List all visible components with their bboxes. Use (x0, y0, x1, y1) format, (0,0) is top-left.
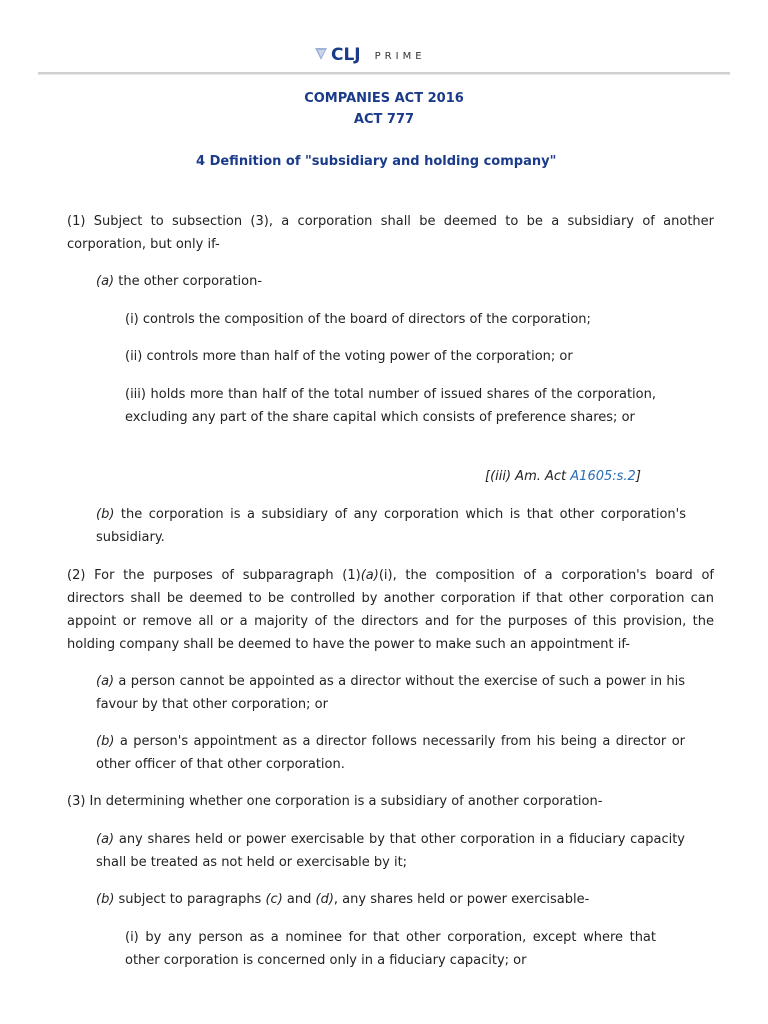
subsection-1: (1) Subject to subsection (3), a corporation shall be deemed to be a subsidiary of another corporation, but only if- (67, 214, 714, 252)
header-divider (38, 72, 730, 74)
subsection-1-a (96, 270, 262, 293)
para-label: (a) (96, 274, 115, 289)
p3b-post: , any shares held or power exercisable- (333, 892, 590, 907)
subsection-1-b (96, 503, 686, 549)
subsection-2-b (96, 730, 685, 776)
amend-prefix: [(iii) Am. Act (485, 469, 571, 484)
p2-a: (a) (360, 568, 379, 583)
para-text: a person cannot be appointed as a director without the exercise of such a power in his favour by that other corporation; or (96, 674, 685, 712)
act-title: COMPANIES ACT 2016 (304, 91, 464, 106)
subsection-1-a-iii: (iii) holds more than half of the total number of issued shares of the corporation, excluding any part of the share capital which consists of preference shares; or (125, 387, 656, 425)
subsection-3-b (96, 888, 589, 911)
para-label: (b) (96, 734, 115, 749)
logo-sub: PRIME (374, 51, 426, 62)
p3b-d: (d) (315, 892, 334, 907)
para-text: any shares held or power exercisable by that other corporation in a fiduciary capacity shall be treated as not held or exercisable by it; (96, 832, 685, 870)
p3b-pre: subject to paragraphs (114, 892, 266, 907)
subsection-3-b-i: (i) by any person as a nominee for that other corporation, except where that other corporation is concerned only in a fiduciary capacity; or (125, 930, 656, 968)
para-text: the corporation is a subsidiary of any corporation which is that other corporation's subsidiary. (96, 507, 686, 545)
para-text: a person's appointment as a director follows necessarily from his being a director or other officer of that other corporation. (96, 734, 685, 772)
subsection-2-a (96, 670, 685, 716)
p3b-c: (c) (265, 892, 283, 907)
para-label: (b) (96, 507, 115, 522)
p2-post: (i), the composition of a corporation's board of directors shall be deemed to be controlled by another corporation if that other corporation can appoint or remove all or a majority of the directors and for the purposes of this provision, the holding company shall be deemed to have the power to make such an appointment if- (67, 568, 715, 652)
amendment-link[interactable]: A1605:s.2 (570, 469, 636, 484)
para-label: (a) (96, 832, 115, 847)
amend-suffix: ] (635, 469, 641, 484)
subsection-1-a-i: (i) controls the composition of the board of directors of the corporation; (125, 312, 591, 327)
para-label: (b) (96, 892, 115, 907)
logo-brand: CLJ (331, 45, 361, 65)
logo-mark-icon (313, 46, 329, 64)
para-text: the other corporation- (114, 274, 263, 289)
para-label: (a) (96, 674, 115, 689)
subsection-1-a-ii: (ii) controls more than half of the voting power of the corporation; or (125, 349, 573, 364)
clj-prime-logo (313, 44, 426, 66)
subsection-2 (67, 564, 714, 656)
page-header (0, 0, 768, 76)
act-number: ACT 777 (353, 112, 415, 127)
p2-pre: (2) For the purposes of subparagraph (1) (67, 568, 361, 583)
p3b-and: and (282, 892, 316, 907)
section-heading: 4 Definition of "subsidiary and holding company" (196, 154, 557, 169)
subsection-3-a (96, 828, 685, 874)
subsection-3: (3) In determining whether one corporation is a subsidiary of another corporation- (67, 794, 603, 809)
amendment-note (485, 465, 641, 488)
